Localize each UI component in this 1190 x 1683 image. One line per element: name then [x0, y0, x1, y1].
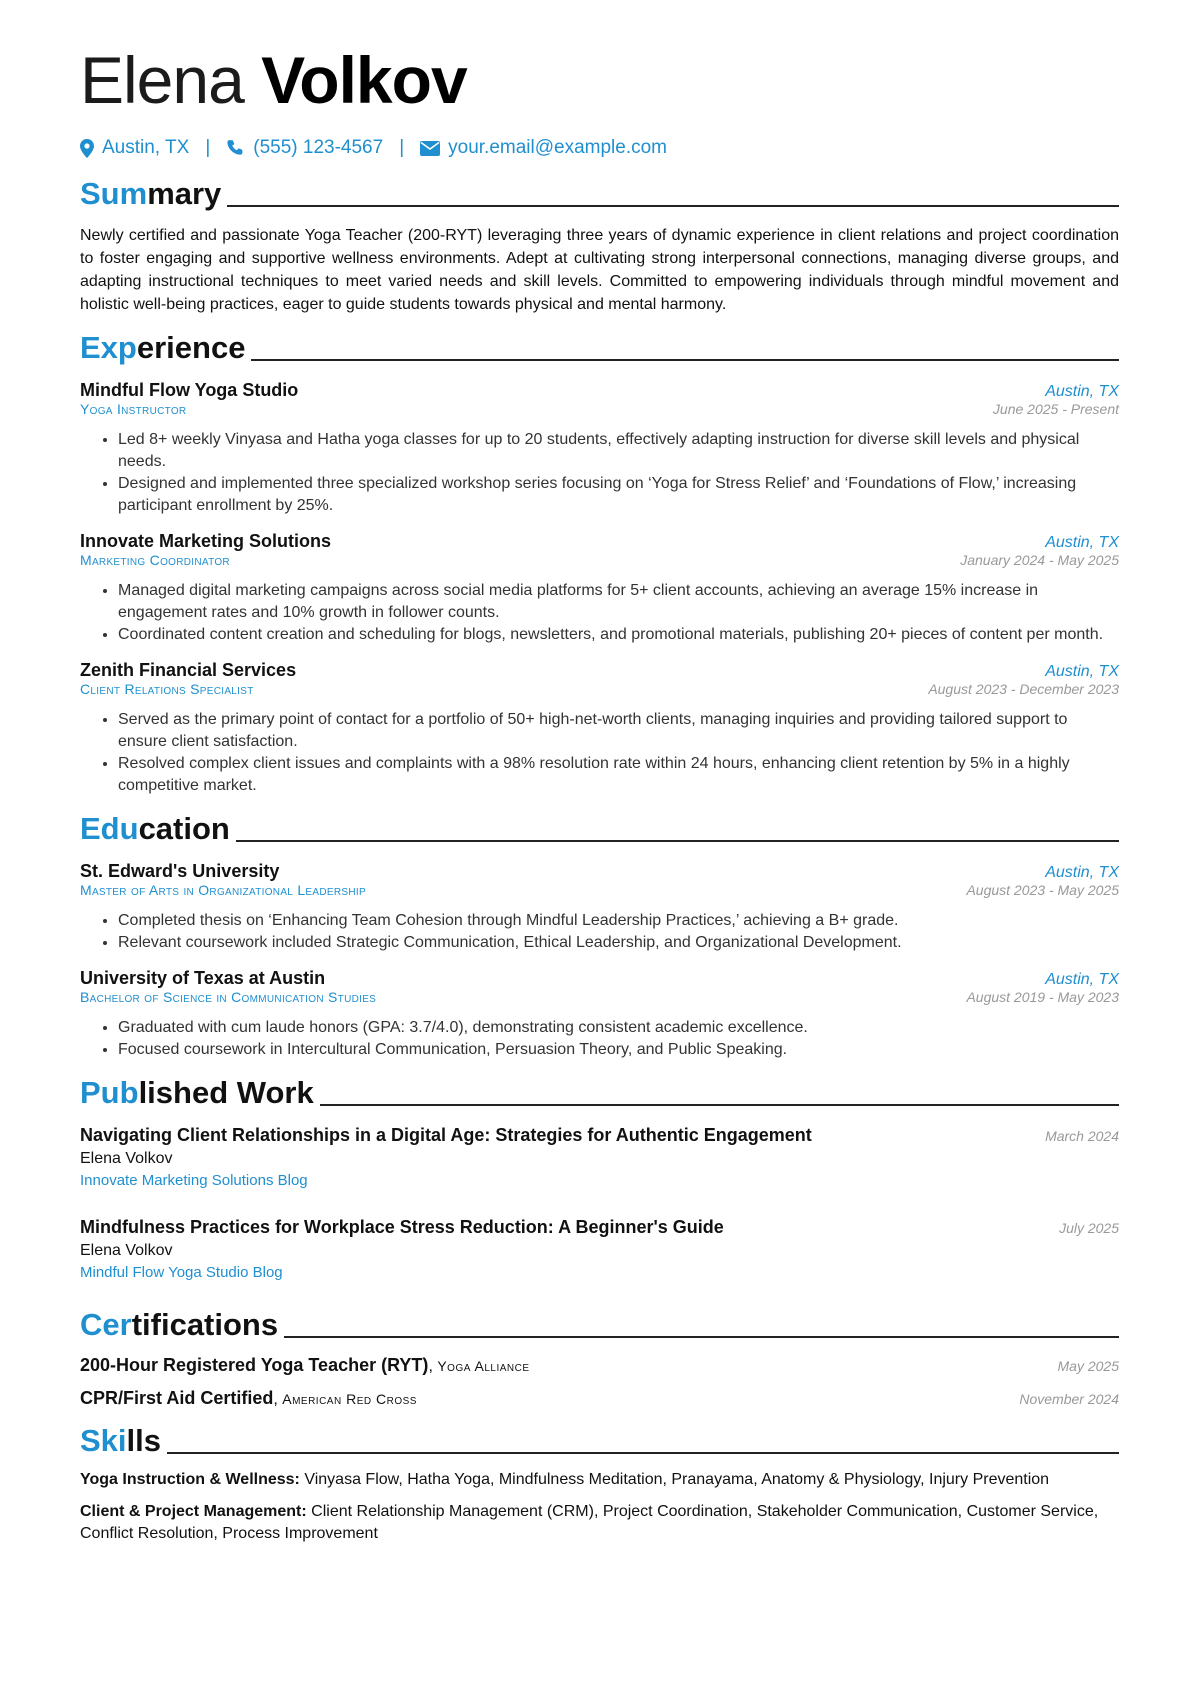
entry-date: March 2024 [1045, 1128, 1119, 1144]
publication-entry [80, 1125, 1119, 1189]
contact-email[interactable] [420, 137, 667, 159]
bullet-item: • Led 8+ weekly Vinyasa and Hatha yoga classes for up to 20 students, effectively adapting instruction for diverse skill levels and physical needs. [118, 429, 1119, 473]
envelope-icon [420, 141, 440, 156]
skill-category: Yoga Instruction & Wellness: [80, 1471, 300, 1488]
job-title: Marketing Coordinator [80, 552, 230, 568]
publication-venue[interactable]: Innovate Marketing Solutions Blog [80, 1172, 308, 1189]
bullet-list [80, 709, 1119, 797]
certification-entry: CPR/First Aid Certified, American Red Cross November 2024 [80, 1388, 1119, 1408]
skill-items: Vinyasa Flow, Hatha Yoga, Mindfulness Meditation, Pranayama, Anatomy & Physiology, Injury Prevention [304, 1471, 1050, 1488]
section-title: Experience [80, 330, 246, 365]
skill-category: Client & Project Management: [80, 1503, 307, 1520]
bullet-item: • Served as the primary point of contact for a portfolio of 50+ high-net-worth clients, managing inquiries and providing tailored support to ensure client satisfaction. [118, 709, 1119, 753]
contact-bar [80, 134, 1119, 162]
email-text: your.email@example.com [448, 137, 667, 158]
degree-name: Master of Arts in Organizational Leadership [80, 882, 366, 898]
bullet-list [80, 1017, 1119, 1061]
contact-separator: | [399, 137, 405, 158]
section-title: Certifications [80, 1307, 279, 1342]
certification-name: CPR/First Aid Certified [80, 1388, 274, 1408]
publication-venue[interactable]: Mindful Flow Yoga Studio Blog [80, 1264, 283, 1281]
publication-author: Elena Volkov [80, 1150, 173, 1167]
summary-text: Newly certified and passionate Yoga Teacher (200-RYT) leveraging three years of dynamic experience in client relations and project coordination to foster engaging and supportive wellness environments. Adept at cultivating strong interpersonal connections, managing diverse groups, and adapting instructional techniques to meet varied needs and skill levels. Committed to empowering individuals through mindful movement and holistic well-being practices, eager to guide students towards physical and mental harmony. [80, 227, 1119, 313]
phone-text: (555) 123-4567 [253, 137, 384, 158]
section-title: Skills [80, 1423, 161, 1458]
phone-icon [226, 139, 245, 158]
entry-date: August 2019 - May 2023 [966, 989, 1119, 1005]
bullet-list [80, 429, 1119, 517]
first-name: Elena [80, 43, 244, 117]
section-rule [284, 1336, 1119, 1338]
publication-author: Elena Volkov [80, 1242, 173, 1259]
experience-entry [80, 531, 1119, 646]
entry-date: July 2025 [1059, 1220, 1119, 1236]
school-name: University of Texas at Austin [80, 968, 326, 988]
publication-title: Navigating Client Relationships in a Digital Age: Strategies for Authentic Engagement [80, 1125, 812, 1145]
experience-entry [80, 660, 1119, 797]
bullet-item: • Graduated with cum laude honors (GPA: 3.7/4.0), demonstrating consistent academic excellence. [118, 1017, 1119, 1039]
entry-location: Austin, TX [1045, 864, 1119, 881]
section-title: Published Work [80, 1075, 314, 1110]
contact-separator: | [205, 137, 211, 158]
skill-items: Client Relationship Management (CRM), Project Coordination, Stakeholder Communication, Customer Service, Conflict Resolution, Process Improvement [80, 1503, 1099, 1542]
certifications-section-header [80, 1303, 1119, 1343]
experience-entry [80, 380, 1119, 517]
map-marker-icon [80, 139, 94, 158]
education-entry [80, 861, 1119, 954]
entry-date: August 2023 - May 2025 [966, 882, 1119, 898]
entry-date: January 2024 - May 2025 [960, 552, 1119, 568]
skills-section-header [80, 1419, 1119, 1459]
publication-entry [80, 1217, 1119, 1281]
skill-group [80, 1469, 1119, 1491]
certification-name: 200-Hour Registered Yoga Teacher (RYT) [80, 1355, 429, 1375]
entry-date: August 2023 - December 2023 [928, 681, 1119, 697]
job-title: Client Relations Specialist [80, 681, 254, 697]
contact-phone[interactable] [226, 137, 383, 159]
entry-date: November 2024 [1019, 1391, 1119, 1407]
organization-name: Innovate Marketing Solutions [80, 531, 332, 551]
organization-name: Mindful Flow Yoga Studio [80, 380, 299, 400]
bullet-item: • Designed and implemented three specialized workshop series focusing on ‘Yoga for Stress Relief’ and ‘Foundations of Flow,’ increasing participant enrollment by 25%. [118, 473, 1119, 517]
entry-date: May 2025 [1057, 1358, 1119, 1374]
degree-name: Bachelor of Science in Communication Studies [80, 989, 377, 1005]
section-rule [320, 1104, 1119, 1106]
certification-issuer: American Red Cross [282, 1391, 417, 1407]
bullet-item: • Relevant coursework included Strategic Communication, Ethical Leadership, and Organizational Development. [118, 932, 1119, 954]
bullet-item: • Completed thesis on ‘Enhancing Team Cohesion through Mindful Leadership Practices,’ achieving a B+ grade. [118, 910, 1119, 932]
organization-name: Zenith Financial Services [80, 660, 297, 680]
job-title: Yoga Instructor [80, 401, 187, 417]
contact-location [80, 137, 189, 159]
published-section-header [80, 1071, 1119, 1111]
bullet-list [80, 910, 1119, 954]
bullet-list [80, 580, 1119, 646]
certification-entry: 200-Hour Registered Yoga Teacher (RYT), Yoga Alliance May 2025 [80, 1355, 1119, 1375]
entry-location: Austin, TX [1045, 971, 1119, 988]
candidate-name [80, 40, 1119, 120]
location-text: Austin, TX [102, 137, 190, 158]
education-section-header [80, 807, 1119, 847]
bullet-item: • Coordinated content creation and scheduling for blogs, newsletters, and promotional materials, publishing 20+ pieces of content per month. [118, 624, 1119, 646]
section-rule [236, 840, 1119, 842]
entry-date: June 2025 - Present [992, 401, 1119, 417]
publication-title: Mindfulness Practices for Workplace Stress Reduction: A Beginner's Guide [80, 1217, 724, 1237]
education-entry [80, 968, 1119, 1061]
section-rule [251, 359, 1119, 361]
section-title: Education [80, 811, 230, 846]
entry-location: Austin, TX [1045, 534, 1119, 551]
bullet-item: • Managed digital marketing campaigns across social media platforms for 5+ client accounts, achieving an average 15% increase in engagement rates and 10% growth in follower counts. [118, 580, 1119, 624]
experience-section-header [80, 326, 1119, 366]
entry-location: Austin, TX [1045, 383, 1119, 400]
summary-section-header [80, 172, 1119, 212]
bullet-item: • Focused coursework in Intercultural Communication, Persuasion Theory, and Public Speaking. [118, 1039, 1119, 1061]
entry-location: Austin, TX [1045, 663, 1119, 680]
section-rule [167, 1452, 1119, 1454]
skill-group [80, 1501, 1119, 1545]
school-name: St. Edward's University [80, 861, 280, 881]
bullet-item: • Resolved complex client issues and complaints with a 98% resolution rate within 24 hours, enhancing client retention by 5% in a highly competitive market. [118, 753, 1119, 797]
certification-issuer: Yoga Alliance [437, 1358, 530, 1374]
last-name: Volkov [261, 43, 467, 117]
section-title: Summary [80, 176, 222, 211]
section-rule [227, 205, 1119, 207]
